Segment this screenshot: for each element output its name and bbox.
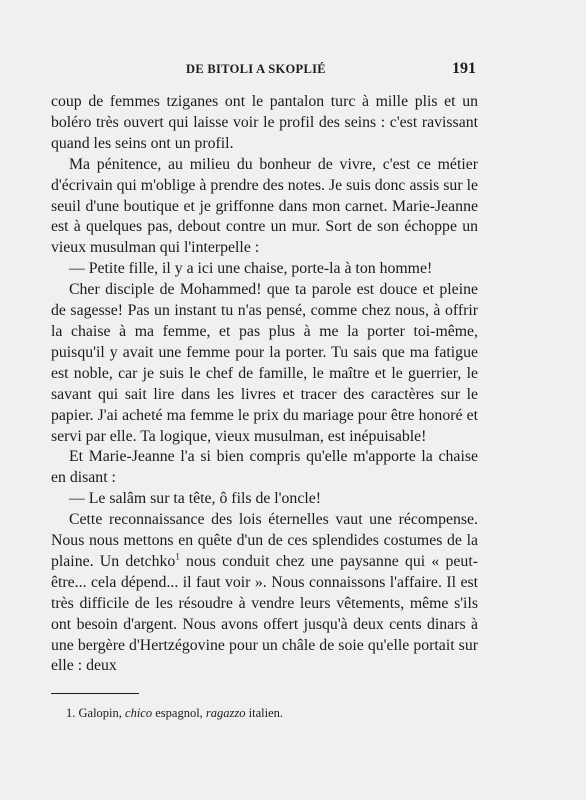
paragraph-text: nous conduit chez une paysanne qui « peut-être... cela dépend... il faut voir ». Nous connaissons l'affaire. Il est très difficile de les résoudre à vendre leurs vêtements, même s'ils ont besoin d'argent. Nous avons offert jusqu'à deux cents dinars à une bergère d'Hertzégovine pour un châle de soie qu'elle portait sur elle : deux <box>51 552 478 675</box>
footnote-italic-word: ragazzo <box>205 706 246 720</box>
footnote-reference: 1 <box>175 551 180 562</box>
paragraph <box>51 510 478 677</box>
footnote-italic-word: chico <box>125 706 153 720</box>
footnote-number: 1. <box>66 706 76 720</box>
paragraph-text: Cette reconnaissance des lois éternelles vaut une récompense. Nous nous mettons en quête d'un de ces splendides costumes de la plaine. Un detchko <box>51 511 478 570</box>
paragraph: Et Marie-Jeanne l'a si bien compris qu'elle m'apporte la chaise en disant : <box>51 448 478 487</box>
paragraph: Cher disciple de Mohammed! que ta parole est douce et pleine de sagesse! Pas un instant tu n'as pensé, comme chez nous, à offrir la chaise à ma femme, et pas plus à me la porter toi-même, puisqu'il y avait une femme pour la porter. Tu sais que ma fatigue est noble, car je suis le chef de famille, le maître et le guerrier, le savant qui sait lire dans les livres et tracer des caractères sur le papier. J'ai acheté ma femme le prix du mariage pour être honoré et servi par elle. Ta logique, vieux musulman, est inépuisable! <box>51 281 478 445</box>
page-header <box>0 60 586 80</box>
dialogue-line: — Le salâm sur ta tête, ô fils de l'oncle! <box>69 490 322 508</box>
page-number: 191 <box>452 60 476 77</box>
footnote-divider <box>51 693 139 694</box>
footnote-text: Galopin, <box>78 706 122 720</box>
footnote <box>66 705 476 721</box>
footnote-text: italien. <box>248 706 284 720</box>
footnote-text: espagnol, <box>155 706 203 720</box>
paragraph-continued: coup de femmes tziganes ont le pantalon turc à mille plis et un boléro très ouvert qui laisse voir le profil des seins : c'est ravissant quand les seins ont un profil. <box>51 93 478 152</box>
body-text <box>51 92 478 677</box>
dialogue-line: — Petite fille, il y a ici une chaise, porte-la à ton homme! <box>69 260 433 278</box>
running-title: DE BITOLI A SKOPLIÉ <box>186 62 326 76</box>
paragraph: Ma pénitence, au milieu du bonheur de vivre, c'est ce métier d'écrivain qui m'oblige à prendre des notes. Je suis donc assis sur le seuil d'une boutique et je griffonne dans mon carnet. Marie-Jeanne est à quelques pas, debout contre un mur. Sort de son échoppe un vieux musulman qui l'interpelle : <box>51 155 478 257</box>
